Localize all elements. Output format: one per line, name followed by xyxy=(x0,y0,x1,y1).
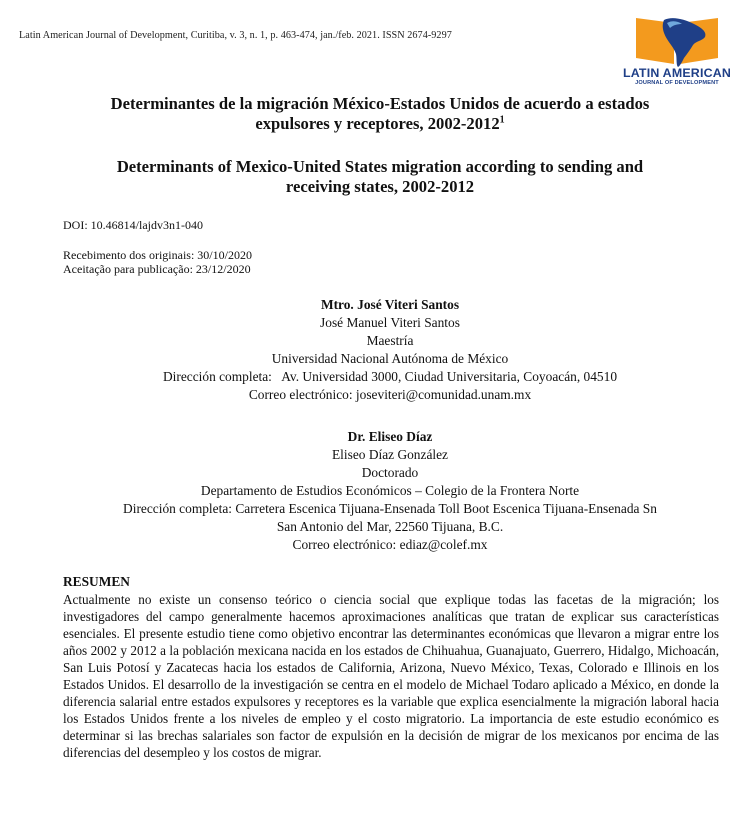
author-block-1 xyxy=(40,296,740,404)
logo-text-line1: LATIN AMERICAN xyxy=(622,66,732,80)
running-head: Latin American Journal of Development, Curitiba, v. 3, n. 1, p. 463-474, jan./feb. 2021. ISSN 2674-9297 xyxy=(19,30,452,41)
author-2-address-line1: Dirección completa: Carretera Escenica Tijuana-Ensenada Toll Boot Escenica Tijuana-Ensenada Sn xyxy=(123,501,657,516)
accepted-date: Aceitação para publicação: 23/12/2020 xyxy=(63,261,251,276)
author-1-address: Dirección completa: Av. Universidad 3000, Ciudad Universitaria, Coyoacán, 04510 xyxy=(162,369,618,384)
author-2-email[interactable]: Correo electrónico: ediaz@colef.mx xyxy=(292,537,488,552)
title-spanish-line1: Determinantes de la migración México-Estados Unidos de acuerdo a estados xyxy=(110,94,650,113)
doi: DOI: 10.46814/lajdv3n1-040 xyxy=(63,218,203,232)
author-2-institution: Departamento de Estudios Económicos – Colegio de la Frontera Norte xyxy=(200,483,580,498)
journal-logo-icon xyxy=(612,10,742,68)
received-date: Recebimento dos originais: 30/10/2020 xyxy=(63,248,252,262)
resumen-heading: RESUMEN xyxy=(63,574,130,589)
journal-logo xyxy=(612,10,742,90)
resumen-body: Actualmente no existe un consenso teórico o ciencia social que explique todas las facetas de la migración; los investigadores del campo generalmente hacemos aproximaciones analíticas que tratan de explicar sus características esenciales. El presente estudio tiene como objetivo encontrar las determinantes económicas que llevaron a migrar entre los años 2002 y 2012 a la población mexicana nacida en los estados de Chihuahua, Guanajuato, Guerrero, Hidalgo, Michoacán, San Luis Potosí y Zacatecas hacia los estados de California, Arizona, Nuevo México, Texas, Colorado e Illinois en los Estados Unidos. El desarrollo de la investigación se centra en el modelo de Michael Todaro aplicado a México, en donde la diferencia salarial entre estados expulsores y receptores es la variable que explica esencialmente la migración laboral hacia los Estados Unidos frente a los niveles de empleo y el costo migratorio. La importancia de este estudio económico es determinar si las brechas salariales son factor de expulsión en la decisión de migrar de los mexicanos por encima de las diferencias del desempleo y los costos de migrar. xyxy=(63,592,719,760)
title-english-line1: Determinants of Mexico-United States migration according to sending and xyxy=(116,157,644,176)
logo-text-line2: JOURNAL OF DEVELOPMENT xyxy=(635,80,719,86)
author-block-2 xyxy=(40,428,740,554)
author-1-email[interactable]: Correo electrónico: joseviteri@comunidad.unam.mx xyxy=(248,387,532,402)
title-english-line2: receiving states, 2002-2012 xyxy=(285,177,475,196)
title-spanish xyxy=(60,94,700,134)
author-2-full-name: Eliseo Díaz González xyxy=(332,447,448,462)
author-2-address-line2: San Antonio del Mar, 22560 Tijuana, B.C. xyxy=(276,519,504,534)
title-english xyxy=(60,157,700,197)
title-spanish-line2: expulsores y receptores, 2002-2012 xyxy=(255,114,500,133)
author-2-name: Dr. Eliseo Díaz xyxy=(347,429,433,444)
author-1-degree: Maestría xyxy=(366,333,414,348)
author-1-full-name: José Manuel Viteri Santos xyxy=(320,315,460,330)
author-1-institution: Universidad Nacional Autónoma de México xyxy=(271,351,509,366)
author-2-degree: Doctorado xyxy=(361,465,419,480)
footnote-marker[interactable]: 1 xyxy=(499,114,505,126)
dates-block xyxy=(63,249,252,276)
author-1-name: Mtro. José Viteri Santos xyxy=(320,297,460,312)
